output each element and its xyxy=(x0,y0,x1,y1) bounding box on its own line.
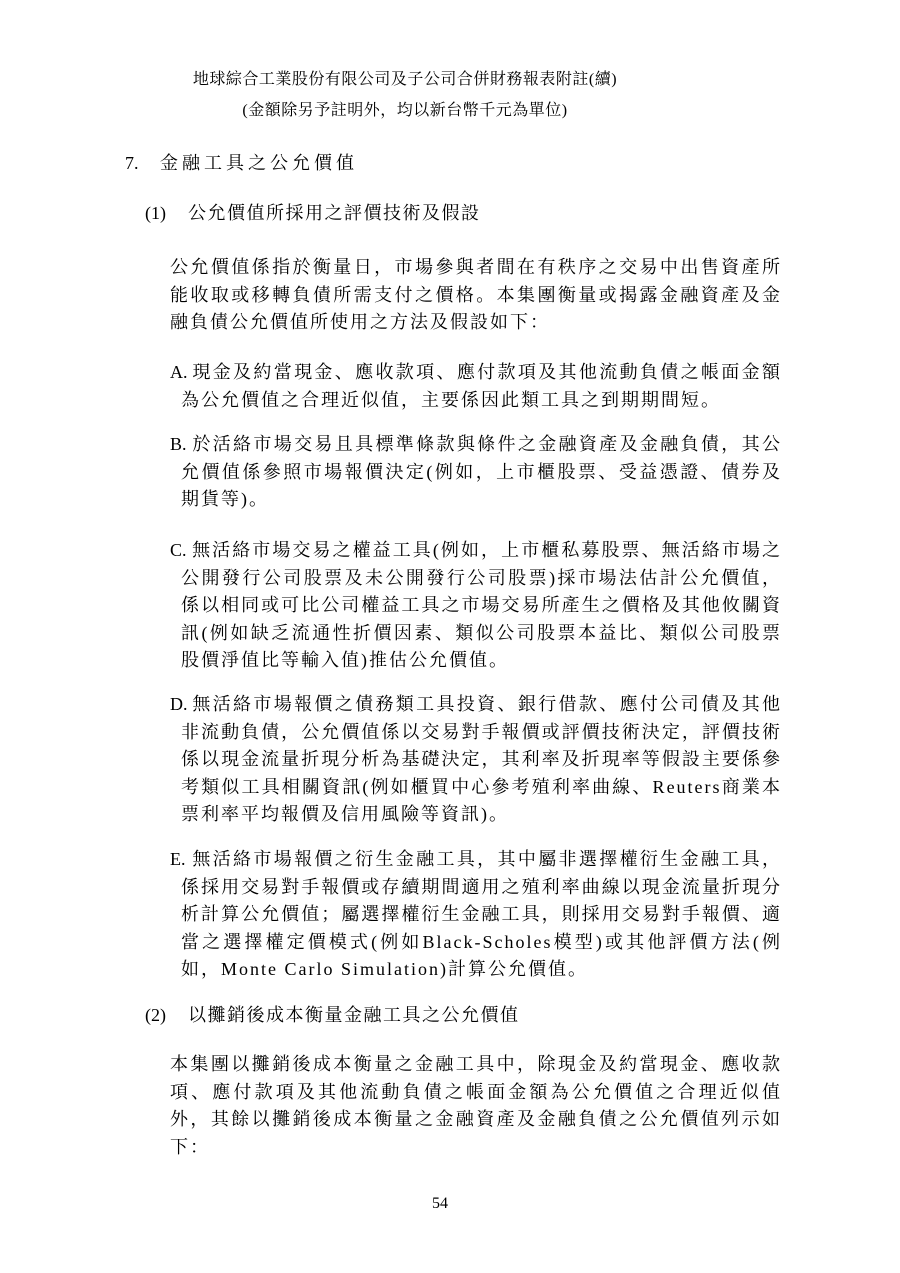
section-7-heading xyxy=(125,150,358,177)
list-item-e xyxy=(170,846,782,984)
document-header xyxy=(0,64,810,126)
page-number: 54 xyxy=(432,1195,448,1212)
subsection-2-heading xyxy=(145,1002,520,1029)
list-item-c-marker: C. xyxy=(170,540,187,560)
document-subtitle: (金額除另予註明外，均以新台幣千元為單位) xyxy=(242,102,568,119)
subsection-1-intro-paragraph: 公允價值係指於衡量日，市場參與者間在有秩序之交易中出售資產所能收取或移轉負債所需支付之價格。本集團衡量或揭露金融資產及金融負債公允價值所使用之方法及假設如下： xyxy=(170,257,782,332)
list-item-a xyxy=(170,359,782,414)
section-7-title: 金融工具之公允價值 xyxy=(160,153,358,173)
list-item-e-marker: E. xyxy=(170,849,186,869)
list-item-e-text: 無活絡市場報價之衍生金融工具，其中屬非選擇權衍生金融工具，係採用交易對手報價或存續期間適用之殖利率曲線以現金流量折現分析計算公允價值；屬選擇權衍生金融工具，則採用交易對手報價、適當之選擇權定價模式(例如Black-Scholes模型)或其他評價方法(例如，Monte Carlo Simulation)計算公允價值。 xyxy=(181,849,782,979)
section-7-number: 7. xyxy=(125,153,139,173)
subsection-1-title: 公允價值所採用之評價技術及假設 xyxy=(188,203,481,223)
subsection-2-number: (2) xyxy=(145,1005,166,1025)
list-item-c xyxy=(170,537,782,675)
list-item-c-text: 無活絡市場交易之權益工具(例如，上市櫃私募股票、無活絡市場之公開發行公司股票及未公開發行公司股票)採市場法估計公允價值，係以相同或可比公司權益工具之市場交易所產生之價格及其他攸關資訊(例如缺乏流通性折價因素、類似公司股票本益比、類似公司股票股價淨值比等輸入值)推估公允價值。 xyxy=(181,540,782,670)
subsection-2-title: 以攤銷後成本衡量金融工具之公允價值 xyxy=(188,1005,520,1025)
subsection-1-number: (1) xyxy=(145,203,166,223)
list-item-d-marker: D. xyxy=(170,694,188,714)
list-item-b xyxy=(170,431,782,514)
list-item-a-marker: A. xyxy=(170,362,188,382)
list-item-b-text: 於活絡市場交易且具標準條款與條件之金融資產及金融負債，其公允價值係參照市場報價決定(例如，上市櫃股票、受益憑證、債券及期貨等)。 xyxy=(181,434,782,509)
subsection-2-intro-paragraph: 本集團以攤銷後成本衡量之金融工具中，除現金及約當現金、應收款項、應付款項及其他流動負債之帳面金額為公允價值之合理近似值外，其餘以攤銷後成本衡量之金融資產及金融負債之公允價值列示如下： xyxy=(170,1054,782,1157)
list-item-b-marker: B. xyxy=(170,434,187,454)
subsection-1-heading xyxy=(145,200,481,227)
document-title: 地球綜合工業股份有限公司及子公司合併財務報表附註(續) xyxy=(192,71,618,88)
list-item-a-text: 現金及約當現金、應收款項、應付款項及其他流動負債之帳面金額為公允價值之合理近似值，主要係因此類工具之到期期間短。 xyxy=(181,362,782,410)
list-item-d xyxy=(170,691,782,829)
list-item-d-text: 無活絡市場報價之債務類工具投資、銀行借款、應付公司債及其他非流動負債，公允價值係以交易對手報價或評價技術決定，評價技術係以現金流量折現分析為基礎決定，其利率及折現率等假設主要係參考類似工具相關資訊(例如櫃買中心參考殖利率曲線、Reuters商業本票利率平均報價及信用風險等資訊)。 xyxy=(181,694,782,824)
